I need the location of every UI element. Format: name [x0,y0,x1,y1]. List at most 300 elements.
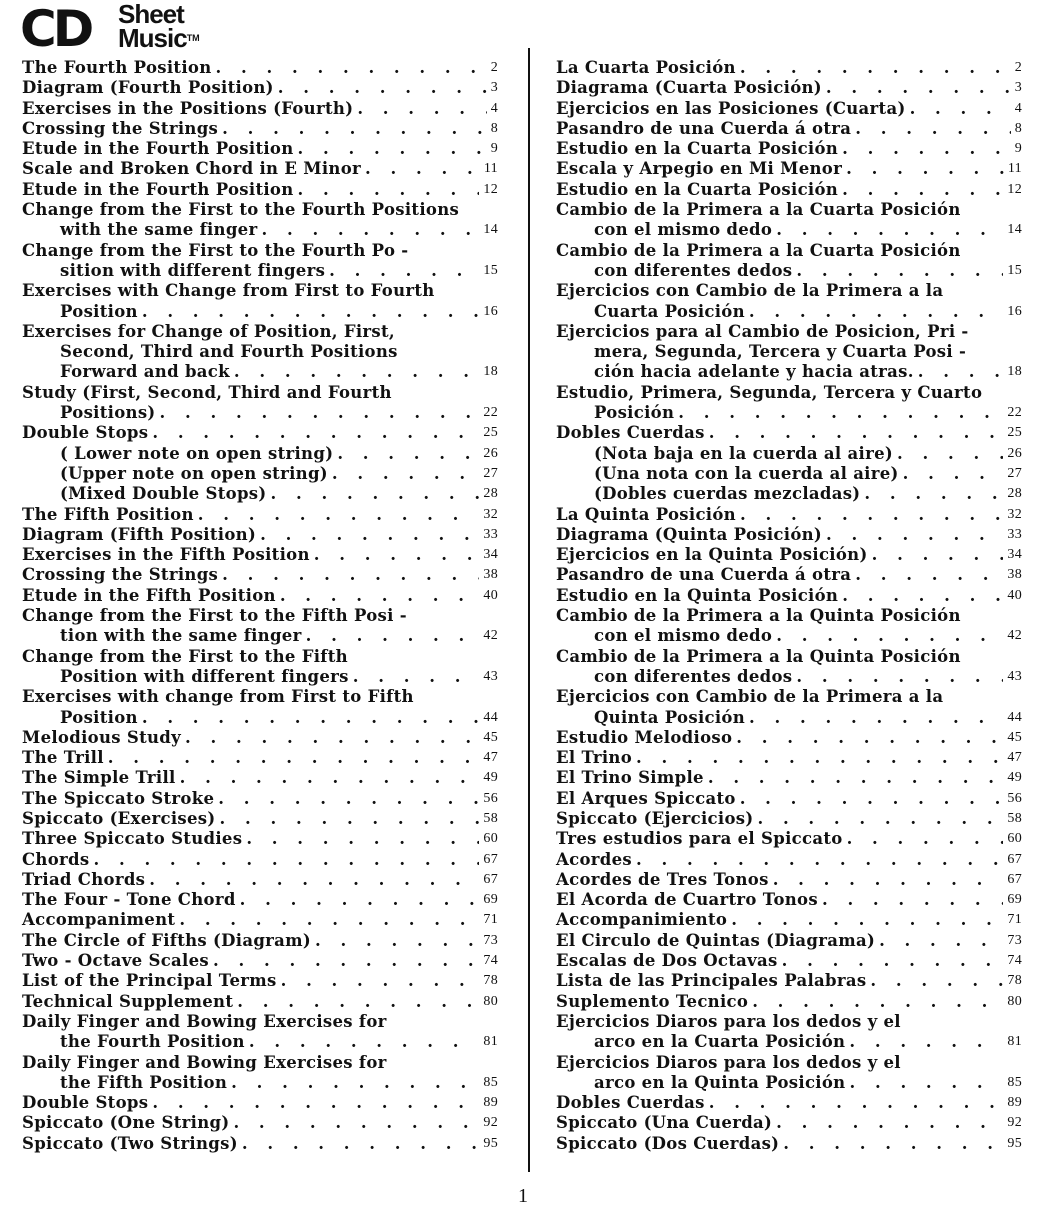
toc-entry [556,99,1022,119]
toc-entry [22,687,498,707]
toc-entry-title: Tres estudios para el Spiccato [556,829,843,849]
dot-leader [160,403,480,423]
toc-entry-page: 73 [483,932,498,948]
dot-leader [864,484,1003,504]
toc-entry-title: Crossing the Strings [22,565,219,585]
toc-entry-title: The Spiccato Stroke [22,788,215,808]
toc-entry-title: Two - Octave Scales [22,951,209,971]
dot-leader [315,931,479,951]
toc-entry-title: Accompanimiento [556,910,728,930]
toc-entry-title: Ejercicios para al Cambio de Posicion, Pri - [556,321,969,341]
toc-entry-title: Spiccato (Two Strings) [22,1133,238,1153]
toc-entry-title: con el mismo dedo [594,626,773,646]
dot-leader [740,789,1004,809]
toc-entry-title: Three Spiccato Studies [22,829,243,849]
toc-entry [556,667,1022,687]
toc-entry-title: Daily Finger and Bowing Exercises for [22,1011,387,1031]
toc-entry [556,931,1022,951]
toc-entry-page: 47 [1007,750,1022,766]
cd-sheet-music-logo [20,2,210,58]
toc-entry-page: 67 [1007,851,1022,867]
toc-entry [556,464,1022,484]
toc-entry [556,362,1022,382]
toc-entry-page: 34 [483,547,498,563]
toc-entry [556,809,1022,829]
toc-entry-title: Ejercicios en las Posiciones (Cuarta) [556,98,906,118]
toc-entry-title: Positions) [60,403,156,423]
toc-entry-title: El Acorda de Cuartro Tonos [556,890,818,910]
toc-entry-title: Spiccato (Ejercicios) [556,808,754,828]
dot-leader [337,444,479,464]
toc-entry-title: con diferentes dedos [594,666,793,686]
toc-entry [556,626,1022,646]
toc-entry-page: 92 [1007,1115,1022,1131]
toc-entry [22,728,498,748]
toc-entry-title: Double Stops [22,1093,149,1113]
toc-entry-title: Cuarta Posición [594,301,745,321]
toc-entry-title: Dobles Cuerdas [556,423,705,443]
toc-entry-title: (Upper note on open string) [60,463,328,483]
toc-entry-title: Acordes [556,849,632,869]
toc-entry [22,302,498,322]
dot-leader [709,1093,1004,1113]
dot-leader [849,1032,1003,1052]
dot-leader [142,708,480,728]
toc-entry-page: 67 [483,871,498,887]
toc-entry-page: 43 [1007,668,1022,684]
toc-entry-page: 69 [483,892,498,908]
toc-entry [556,687,1022,707]
toc-entry-page: 25 [483,425,498,441]
toc-entry [22,789,498,809]
toc-entry [22,545,498,565]
dot-leader [773,870,1004,890]
toc-entry-page: 60 [1007,831,1022,847]
dot-leader [233,1113,479,1133]
dot-leader [903,464,1004,484]
toc-entry [22,403,498,423]
toc-entry [556,708,1022,728]
toc-entry-page: 27 [483,465,498,481]
toc-entry [22,220,498,240]
toc-entry-page: 2 [490,60,498,75]
toc-entry-page: 81 [483,1034,498,1050]
dot-leader [842,139,1011,159]
toc-entry-title: List of the Principal Terms [22,971,277,991]
dot-leader [872,545,1004,565]
toc-entry-page: 3 [490,80,498,96]
toc-entry-title: Lista de las Principales Palabras [556,971,867,991]
toc-entry-page: 80 [1007,993,1022,1009]
toc-entry [556,890,1022,910]
toc-entry-page: 71 [1007,912,1022,928]
toc-entry-page: 12 [1007,181,1022,197]
toc-entry-page: 22 [1007,405,1022,421]
dot-leader [218,789,479,809]
dot-leader [842,586,1003,606]
dot-leader [910,99,1011,119]
toc-entry-title: Cambio de la Primera a la Quinta Posición [556,606,961,626]
toc-entry [22,58,498,78]
toc-entry-title: Ejercicios Diaros para los dedos y el [556,1011,901,1031]
toc-entry [22,505,498,525]
toc-entry [22,1032,498,1052]
toc-entry [22,606,498,626]
toc-entry [556,1073,1022,1093]
toc-entry-page: 40 [483,587,498,603]
toc-entry [556,606,1022,626]
dot-leader [240,890,480,910]
toc-entry-page: 44 [483,709,498,725]
dot-leader [636,850,1003,870]
toc-entry [556,1113,1022,1133]
toc-entry [556,180,1022,200]
toc-entry [22,870,498,890]
dot-leader [260,525,479,545]
dot-leader [709,423,1004,443]
toc-entry [22,464,498,484]
toc-entry-page: 8 [490,120,498,136]
dot-leader [152,1093,479,1113]
toc-entry-title: Pasandro de una Cuerda á otra [556,565,852,585]
dot-leader [213,951,479,971]
toc-entry-page: 38 [1007,567,1022,583]
toc-entry [556,545,1022,565]
toc-entry [22,850,498,870]
toc-entry-title: con diferentes dedos [594,260,793,280]
toc-entry [556,200,1022,220]
toc-entry-page: 43 [483,668,498,684]
toc-entry-page: 18 [1007,364,1022,380]
toc-entry-title: Escala y Arpegio en Mi Menor [556,159,843,179]
toc-entry-page: 32 [483,506,498,522]
toc-entry-title: Escalas de Dos Octavas [556,951,778,971]
toc-entry-page: 8 [1014,120,1022,136]
toc-entry-title: Spiccato (Exercises) [22,808,216,828]
toc-entry [22,971,498,991]
toc-entry-page: 74 [483,953,498,969]
toc-entry-title: Estudio Melodioso [556,727,733,747]
toc-entry-title: con el mismo dedo [594,220,773,240]
toc-entry-page: 11 [483,161,498,177]
toc-entry-title: El Arques Spiccato [556,788,736,808]
toc-entry [22,1093,498,1113]
toc-entry-page: 34 [1007,547,1022,563]
toc-entry [22,180,498,200]
toc-entry-title: Exercises with change from First to Fifth [22,687,414,707]
dot-leader [271,484,480,504]
toc-entry-page: 95 [1007,1135,1022,1151]
toc-entry-page: 49 [1007,770,1022,786]
column-divider [528,48,530,1172]
dot-leader [231,1073,479,1093]
toc-entry-page: 80 [483,993,498,1009]
toc-entry-title: Etude in the Fourth Position [22,139,294,159]
toc-entry-title: Forward and back [60,362,230,382]
toc-entry [22,1053,498,1073]
toc-entry-page: 12 [483,181,498,197]
dot-leader [826,525,1003,545]
toc-entry-page: 67 [1007,871,1022,887]
toc-spanish-column [556,58,1022,1154]
toc-entry [556,423,1022,443]
toc-entry-page: 2 [1014,60,1022,75]
dot-leader [776,626,1003,646]
dot-leader [180,768,480,788]
toc-entry [22,241,498,261]
dot-leader [855,565,1003,585]
toc-entry-title: mera, Segunda, Tercera y Cuarta Posi - [594,342,967,362]
dot-leader [149,870,479,890]
toc-entry-title: Exercises in the Positions (Fourth) [22,98,354,118]
dot-leader [636,748,1003,768]
toc-entry [22,809,498,829]
toc-entry-title: (Nota baja en la cuerda al aire) [594,443,893,463]
toc-entry-title: El Circulo de Quintas (Diagrama) [556,930,876,950]
toc-entry-page: 26 [483,445,498,461]
toc-entry [22,99,498,119]
toc-entry-title: Etude in the Fifth Position [22,585,276,605]
toc-entry [556,484,1022,504]
dot-leader [332,464,479,484]
toc-entry-page: 42 [483,628,498,644]
dot-leader [93,850,479,870]
toc-entry-title: Diagrama (Quinta Posición) [556,524,823,544]
toc-entry-title: Ejercicios Diaros para los dedos y el [556,1052,901,1072]
toc-entry [22,159,498,179]
logo-trademark: TM [186,33,200,43]
toc-entry-title: arco en la Quinta Posición [594,1072,846,1092]
toc-entry-page: 26 [1007,445,1022,461]
toc-entry-title: The Fifth Position [22,504,194,524]
dot-leader [708,768,1004,788]
dot-leader [108,748,480,768]
toc-entry [556,829,1022,849]
toc-entry [556,647,1022,667]
toc-entry-title: Dobles Cuerdas [556,1093,705,1113]
dot-leader [749,302,1003,322]
toc-entry [556,850,1022,870]
dot-leader [242,1134,480,1154]
toc-entry-page: 71 [483,912,498,928]
toc-entry [22,484,498,504]
toc-entry-title: Crossing the Strings [22,118,219,138]
toc-entry [556,565,1022,585]
dot-leader [353,667,480,687]
toc-entry-title: Change from the First to the Fifth [22,646,348,666]
toc-entry-title: Diagram (Fourth Position) [22,78,274,98]
toc-entry-title: Pasandro de una Cuerda á otra [556,118,852,138]
dot-leader [855,119,1010,139]
toc-entry [22,383,498,403]
toc-entry [556,444,1022,464]
toc-entry [22,890,498,910]
toc-entry-title: Accompaniment [22,910,176,930]
toc-entry [22,139,498,159]
dot-leader [357,99,486,119]
dot-leader [281,971,480,991]
dot-leader [306,626,480,646]
toc-entry [22,322,498,342]
dot-leader [740,505,1003,525]
toc-entry-title: Technical Supplement [22,991,234,1011]
toc-entry-title: Change from the First to the Fourth Po - [22,240,409,260]
toc-entry [556,1032,1022,1052]
toc-entry-title: Daily Finger and Bowing Exercises for [22,1052,387,1072]
dot-leader [198,505,480,525]
toc-entry [556,119,1022,139]
dot-leader [152,423,479,443]
toc-entry-title: Quinta Posición [594,707,746,727]
toc-entry-title: Cambio de la Primera a la Cuarta Posición [556,200,961,220]
toc-entry-page: 56 [483,790,498,806]
toc-entry-title: Ejercicios con Cambio de la Primera a la [556,687,944,707]
dot-leader [776,1113,1003,1133]
toc-entry-page: 33 [1007,526,1022,542]
toc-entry [22,992,498,1012]
logo-brand [118,0,200,53]
toc-entry-page: 85 [483,1074,498,1090]
toc-entry-title: Scale and Broken Chord in E Minor [22,159,362,179]
toc-entry-title: with the same finger [60,220,258,240]
dot-leader [879,931,1003,951]
toc-entry-page: 67 [483,851,498,867]
toc-entry [556,383,1022,403]
toc-entry-page: 3 [1014,80,1022,96]
toc-entry-page: 25 [1007,425,1022,441]
toc-entry [22,667,498,687]
toc-entry-title: El Trino [556,748,633,768]
toc-entry-page: 92 [483,1115,498,1131]
toc-entry-page: 33 [483,526,498,542]
toc-entry [556,1093,1022,1113]
toc-entry [556,403,1022,423]
toc-entry-title: The Four - Tone Chord [22,890,236,910]
dot-leader [796,261,1003,281]
toc-entry [22,119,498,139]
toc-entry-title: Change from the First to the Fourth Positions [22,200,460,220]
toc-entry-title: The Trill [22,748,104,768]
toc-entry-page: 78 [1007,973,1022,989]
toc-entry-page: 38 [483,567,498,583]
toc-entry [556,505,1022,525]
toc-entry-title: (Dobles cuerdas mezcladas) [594,484,861,504]
toc-entry-page: 27 [1007,465,1022,481]
toc-entry-title: Suplemento Tecnico [556,991,749,1011]
toc-entry-page: 73 [1007,932,1022,948]
toc-entry [556,241,1022,261]
toc-entry [556,768,1022,788]
dot-leader [216,58,487,78]
toc-entry-page: 78 [483,973,498,989]
toc-entry-title: Posición [594,403,675,423]
dot-leader [740,58,1011,78]
toc-entry-page: 60 [483,831,498,847]
dot-leader [749,708,1003,728]
dot-leader [678,403,1003,423]
toc-entry-title: arco en la Cuarta Posición [594,1032,846,1052]
toc-entry-title: The Circle of Fifths (Diagram) [22,930,312,950]
toc-entry-title: La Quinta Posición [556,504,736,524]
dot-leader [918,362,1004,382]
toc-entry-page: 89 [1007,1095,1022,1111]
toc-entry-page: 95 [483,1135,498,1151]
toc-entry-title: Estudio, Primera, Segunda, Tercera y Cuarto [556,382,983,402]
toc-entry [556,525,1022,545]
toc-entry [22,931,498,951]
toc-entry [556,139,1022,159]
toc-entry-title: Exercises with Change from First to Fourth [22,281,435,301]
dot-leader [179,910,479,930]
dot-leader [849,1073,1003,1093]
toc-entry-title: Ejercicios en la Quinta Posición) [556,545,868,565]
toc-entry [556,1134,1022,1154]
dot-leader [278,78,487,98]
toc-entry [22,444,498,464]
toc-entry-page: 22 [483,405,498,421]
toc-entry [556,748,1022,768]
toc-entry [556,78,1022,98]
dot-leader [314,545,480,565]
dot-leader [329,261,479,281]
dot-leader [796,667,1003,687]
toc-entry-title: The Simple Trill [22,768,176,788]
toc-entry [556,1053,1022,1073]
toc-entry [22,829,498,849]
toc-entry [556,281,1022,301]
toc-entry-title: Chords [22,849,90,869]
toc-entry-title: Spiccato (Una Cuerda) [556,1113,773,1133]
toc-entry-title: Cambio de la Primera a la Quinta Posición [556,646,961,666]
toc-entry-page: 4 [1014,100,1022,116]
toc-entry-title: the Fifth Position [60,1072,228,1092]
toc-entry-page: 14 [483,222,498,238]
toc-entry-title: Position [60,301,138,321]
toc-entry-title: Estudio en la Quinta Posición [556,585,839,605]
toc-entry-title: tion with the same finger [60,626,302,646]
toc-entry [556,261,1022,281]
toc-entry [22,1134,498,1154]
toc-entry-title: Spiccato (Dos Cuerdas) [556,1133,780,1153]
toc-entry-page: 28 [483,486,498,502]
dot-leader [185,728,479,748]
dot-leader [249,1032,480,1052]
toc-entry [556,342,1022,362]
dot-leader [870,971,1003,991]
dot-leader [822,890,1003,910]
toc-entry-page: 15 [1007,262,1022,278]
toc-entry [556,910,1022,930]
toc-entry-title: sition with different fingers [60,260,326,280]
logo-brand-line1: Sheet [118,0,184,29]
toc-entry-title: Estudio en la Cuarta Posición [556,179,839,199]
toc-entry-page: 15 [483,262,498,278]
toc-entry [556,1012,1022,1032]
toc-entry [22,261,498,281]
toc-entry-page: 89 [483,1095,498,1111]
toc-entry [22,626,498,646]
toc-entry [22,200,498,220]
dot-leader [142,302,480,322]
toc-entry-page: 58 [1007,810,1022,826]
toc-entry [22,565,498,585]
toc-entry-title: Etude in the Fourth Position [22,179,294,199]
toc-entry-page: 85 [1007,1074,1022,1090]
toc-entry [22,1113,498,1133]
toc-english-column [22,58,498,1154]
toc-entry-page: 81 [1007,1034,1022,1050]
toc-entry-page: 16 [483,303,498,319]
